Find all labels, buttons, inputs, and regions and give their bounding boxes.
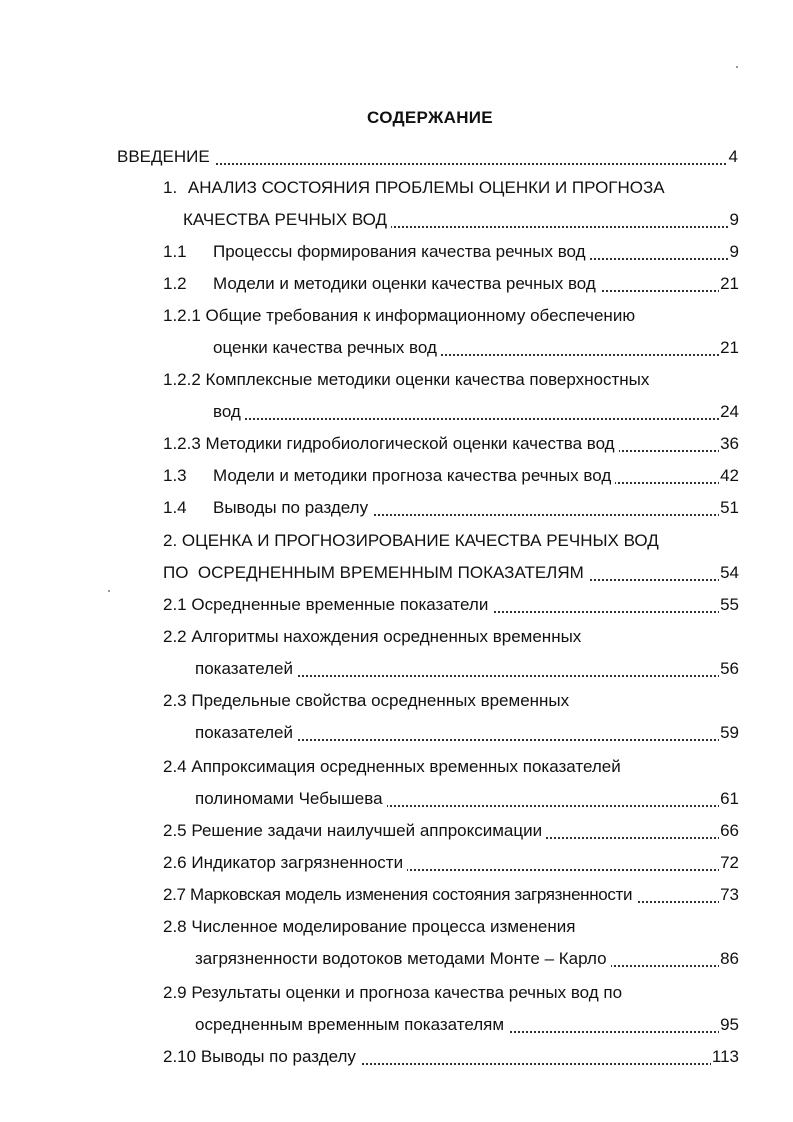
toc-number: 2.2 bbox=[163, 627, 187, 646]
toc-text: Комплексные методики оценки качества поверхностных bbox=[205, 370, 650, 389]
toc-page-number: 73 bbox=[720, 885, 739, 904]
toc-number: 2.9 bbox=[163, 983, 187, 1002]
toc-page-number: 55 bbox=[720, 595, 739, 614]
toc-text: оценки качества речных вод bbox=[213, 338, 441, 357]
toc-text: ВВЕДЕНИЕ bbox=[117, 147, 214, 166]
toc-page-number: 42 bbox=[720, 466, 739, 485]
toc-entry-2-6[interactable] bbox=[163, 852, 739, 874]
toc-text: полиномами Чебышева bbox=[195, 789, 387, 808]
toc-text: Общие требования к информационному обеспечению bbox=[205, 306, 636, 325]
toc-text: ОЦЕНКА И ПРОГНОЗИРОВАНИЕ КАЧЕСТВА РЕЧНЫХ ВОД bbox=[181, 531, 659, 550]
toc-number: 1.2.1 bbox=[163, 306, 201, 325]
toc-number: 1.2.2 bbox=[163, 370, 201, 389]
toc-entry-chapter-1[interactable] bbox=[163, 177, 665, 199]
toc-text: загрязненности водотоков методами Монте – Карло bbox=[195, 949, 611, 968]
toc-number: 1. bbox=[163, 178, 178, 197]
toc-entry-1-4[interactable] bbox=[163, 497, 739, 519]
toc-entry-chapter-2-cont[interactable] bbox=[163, 562, 739, 584]
toc-entry-2-9-cont[interactable] bbox=[195, 1014, 739, 1036]
toc-text: Численное моделирование процесса изменения bbox=[191, 917, 576, 936]
toc-entry-chapter-1-cont[interactable] bbox=[183, 209, 739, 231]
toc-entry-2-4-cont[interactable] bbox=[195, 788, 739, 810]
toc-text: АНАЛИЗ СОСТОЯНИЯ ПРОБЛЕМЫ ОЦЕНКИ И ПРОГНОЗА bbox=[187, 178, 665, 197]
toc-text: Выводы по разделу bbox=[213, 498, 369, 517]
toc-page-number: 4 bbox=[728, 147, 738, 166]
toc-entry-1-2-1-cont[interactable] bbox=[213, 337, 739, 359]
toc-text: показателей bbox=[195, 659, 297, 678]
toc-page-number: 66 bbox=[720, 821, 739, 840]
toc-entry-1-3[interactable] bbox=[163, 465, 739, 487]
toc-text: Методики гидробиологической оценки качества вод bbox=[205, 434, 615, 453]
toc-text: Осредненные временные показатели bbox=[191, 595, 489, 614]
toc-page-number: 56 bbox=[720, 659, 739, 678]
toc-text: показателей bbox=[195, 723, 297, 742]
toc-entry-2-3[interactable] bbox=[163, 690, 569, 712]
toc-text: Модели и методики прогноза качества речных вод bbox=[213, 466, 612, 485]
toc-page-number: 51 bbox=[720, 498, 739, 517]
toc-text: осредненным временным показателям bbox=[195, 1015, 508, 1034]
toc-text: Алгоритмы нахождения осредненных временных bbox=[191, 627, 582, 646]
toc-page-number: 95 bbox=[720, 1015, 739, 1034]
toc-entry-2-2[interactable] bbox=[163, 626, 581, 648]
toc-text: Результаты оценки и прогноза качества речных вод по bbox=[191, 983, 623, 1002]
toc-entry-1-2-1[interactable] bbox=[163, 305, 635, 327]
toc-text: Решение задачи наилучшей аппроксимации bbox=[191, 821, 543, 840]
toc-entry-1-2-2[interactable] bbox=[163, 369, 649, 391]
toc-text: Аппроксимация осредненных временных показателей bbox=[191, 757, 621, 776]
toc-number: 1.4 bbox=[163, 498, 187, 517]
toc-text: вод bbox=[213, 402, 245, 421]
toc-entry-1-1[interactable] bbox=[163, 241, 739, 263]
toc-entry-chapter-2[interactable] bbox=[163, 530, 659, 552]
toc-entry-2-8[interactable] bbox=[163, 916, 575, 938]
toc-entry-1-2-2-cont[interactable] bbox=[213, 401, 739, 423]
toc-entry-2-2-cont[interactable] bbox=[195, 658, 739, 680]
dot-leader bbox=[213, 418, 739, 420]
toc-page-number: 9 bbox=[729, 242, 739, 261]
toc-text: Модели и методики оценки качества речных вод bbox=[213, 274, 596, 293]
toc-page-number: 61 bbox=[720, 789, 739, 808]
toc-number: 2.6 bbox=[163, 853, 187, 872]
toc-number: 1.2.3 bbox=[163, 434, 201, 453]
toc-number: 2.5 bbox=[163, 821, 187, 840]
toc-text: Предельные свойства осредненных временных bbox=[191, 691, 570, 710]
toc-page-number: 24 bbox=[720, 402, 739, 421]
toc-text: ПО ОСРЕДНЕННЫМ ВРЕМЕННЫМ ПОКАЗАТЕЛЯМ bbox=[163, 563, 588, 582]
toc-page-number: 54 bbox=[720, 563, 739, 582]
toc-entry-intro[interactable] bbox=[117, 146, 738, 168]
toc-page-number: 36 bbox=[720, 434, 739, 453]
toc-entry-1-2-3[interactable] bbox=[163, 433, 739, 455]
toc-page-number: 113 bbox=[711, 1047, 739, 1066]
toc-page-number: 21 bbox=[720, 338, 739, 357]
page-title: СОДЕРЖАНИЕ bbox=[367, 108, 493, 127]
toc-entry-1-2[interactable] bbox=[163, 273, 739, 295]
toc-number: 1.1 bbox=[163, 242, 187, 261]
toc-page-number: 59 bbox=[720, 723, 739, 742]
toc-entry-2-10[interactable] bbox=[163, 1046, 739, 1068]
toc-number: 2.7 bbox=[163, 885, 186, 904]
toc-entry-2-8-cont[interactable] bbox=[195, 948, 739, 970]
toc-entry-2-7[interactable] bbox=[163, 884, 739, 906]
toc-number: 2.1 bbox=[163, 595, 187, 614]
toc-entry-2-1[interactable] bbox=[163, 594, 739, 616]
toc-number: 2.4 bbox=[163, 757, 187, 776]
toc-number: 2.3 bbox=[163, 691, 187, 710]
scan-speck bbox=[736, 66, 738, 68]
toc-entry-2-9[interactable] bbox=[163, 982, 622, 1004]
toc-text: Марковская модель изменения состояния загрязненности bbox=[189, 885, 633, 904]
toc-number: 1.2 bbox=[163, 274, 187, 293]
toc-page-number: 86 bbox=[720, 949, 739, 968]
toc-page-number: 72 bbox=[720, 853, 739, 872]
toc-number: 2.10 bbox=[163, 1047, 197, 1066]
toc-page-number: 21 bbox=[720, 274, 739, 293]
toc-number: 2.8 bbox=[163, 917, 187, 936]
toc-number: 2. bbox=[163, 531, 178, 550]
toc-entry-2-5[interactable] bbox=[163, 820, 739, 842]
toc-text: Процессы формирования качества речных вод bbox=[213, 242, 586, 261]
scan-speck bbox=[108, 590, 110, 592]
toc-entry-2-3-cont[interactable] bbox=[195, 722, 739, 744]
toc-text: Выводы по разделу bbox=[200, 1047, 356, 1066]
toc-text: КАЧЕСТВА РЕЧНЫХ ВОД bbox=[183, 210, 391, 229]
toc-entry-2-4[interactable] bbox=[163, 756, 621, 778]
toc-number: 1.3 bbox=[163, 466, 187, 485]
toc-page-number: 9 bbox=[729, 210, 739, 229]
toc-text: Индикатор загрязненности bbox=[191, 853, 404, 872]
